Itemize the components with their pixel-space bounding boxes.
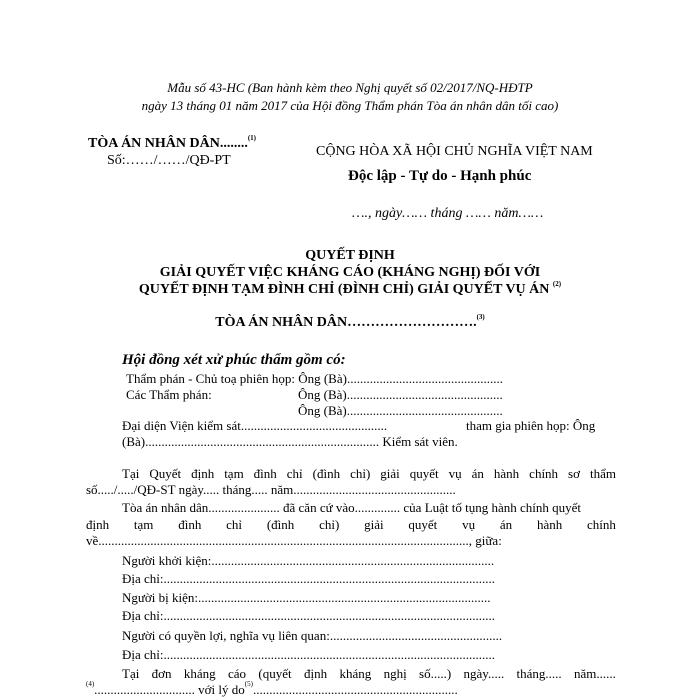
- word: chỉ): [319, 517, 340, 532]
- document-subtitle-line1: GIẢI QUYẾT VIỆC KHÁNG CÁO (KHÁNG NGHỊ) ĐỐI VỚI: [159, 265, 541, 280]
- paragraph-2-line2: [86, 517, 616, 533]
- word: Quyết: [149, 466, 182, 481]
- word: (đình: [312, 466, 341, 481]
- paragraph-1-line2: số...../...../QĐ-ST ngày..... tháng..... năm..................................................: [86, 482, 456, 497]
- word: số.....): [419, 666, 452, 681]
- word: (đình: [266, 517, 295, 532]
- word: đình: [253, 466, 277, 481]
- word: chính: [529, 466, 559, 481]
- word: định: [86, 517, 110, 532]
- word: chỉ: [226, 517, 243, 532]
- court-footnote-mark: (1): [247, 134, 257, 142]
- national-motto: Độc lập - Tự do - Hạnh phúc: [348, 168, 532, 184]
- defendant-address-line: Địa chỉ:......................................................................................................: [122, 608, 496, 623]
- word: sơ: [568, 466, 580, 481]
- word: định: [303, 666, 328, 681]
- form-reference-line1: Mẫu số 43-HC (Ban hành kèm theo Nghị quyết số 02/2017/NQ-HĐTP: [167, 80, 533, 95]
- place-date-line: …., ngày…… tháng …… năm……: [352, 206, 544, 221]
- word: tạm: [133, 517, 154, 532]
- related-party-address-line: Địa chỉ:......................................................................................................: [122, 647, 496, 662]
- document-subtitle-line2: [0, 282, 700, 298]
- plaintiff-address-line: Địa chỉ:......................................................................................................: [122, 571, 496, 586]
- procuracy-line2: (Bà)........................................................................ Kiểm sát viên.: [122, 434, 458, 449]
- procuracy-line-right: tham gia phiên họp: Ông: [466, 418, 596, 433]
- word: quyết: [408, 517, 438, 532]
- form-reference-line2: ngày 13 tháng 01 năm 2017 của Hội đồng Thẩm phán Tòa án nhân dân tối cao): [141, 98, 559, 113]
- word: thẩm: [589, 466, 616, 481]
- presiding-judge-line: Thẩm phán - Chủ toạ phiên họp: Ông (Bà)................................................: [126, 371, 503, 386]
- word: vụ: [462, 517, 476, 532]
- word: quyết: [409, 466, 439, 481]
- word: đình: [178, 517, 202, 532]
- court-name-text: TÒA ÁN NHÂN DÂN........: [88, 136, 248, 151]
- court-name-header: [88, 136, 256, 152]
- word: cáo: [228, 666, 247, 681]
- subtitle-footnote-mark: (2): [552, 280, 562, 288]
- paragraph-2-line3: về.................................................................................................................., giữa:: [86, 533, 502, 548]
- appeal-line2-text: ............................... với lý do: [94, 682, 245, 697]
- word: nghị: [383, 666, 407, 681]
- word: Tại: [122, 666, 140, 681]
- word: hành: [493, 466, 520, 481]
- document-subtitle-text: QUYẾT ĐỊNH TẠM ĐÌNH CHỈ (ĐÌNH CHỈ) GIẢI QUYẾT VỤ ÁN: [138, 282, 550, 297]
- word: hành: [536, 517, 563, 532]
- procuracy-line-left: Đại diện Viện kiểm sát.............................................: [122, 418, 388, 433]
- word: kháng: [183, 666, 216, 681]
- word: (quyết: [258, 666, 292, 681]
- word: án: [471, 466, 484, 481]
- paragraph-2-line1: Tòa án nhân dân...................... đã căn cứ vào.............. của Luật tố tụng hành chính quyết: [122, 500, 582, 515]
- judges-label: Các Thẩm phán:: [126, 387, 212, 402]
- decision-number: Số:……/……/QĐ-PT: [107, 153, 231, 168]
- word: tạm: [224, 466, 244, 481]
- nation-name: CỘNG HÒA XÃ HỘI CHỦ NGHĨA VIỆT NAM: [316, 144, 593, 159]
- appeal-footnote-mark-2: (5): [244, 680, 253, 688]
- appeal-line2-tail: ...............................................................: [252, 682, 458, 697]
- document-title: QUYẾT ĐỊNH: [305, 248, 395, 263]
- word: chỉ): [350, 466, 371, 481]
- word: kháng: [339, 666, 372, 681]
- issuing-court: [0, 315, 700, 331]
- issuing-court-text: TÒA ÁN NHÂN DÂN……………………….: [215, 315, 477, 330]
- appeal-line1: [122, 666, 616, 682]
- word: vụ: [448, 466, 462, 481]
- word: giải: [380, 466, 400, 481]
- word: chính: [587, 517, 616, 532]
- word: đơn: [151, 666, 172, 681]
- paragraph-1-line1: [122, 466, 616, 482]
- word: tháng.....: [516, 666, 562, 681]
- appeal-line2: [86, 682, 458, 698]
- judge-2-line: Ông (Bà)................................................: [298, 403, 503, 418]
- judge-1-line: Ông (Bà)................................................: [298, 387, 503, 402]
- word: chỉ: [286, 466, 303, 481]
- word: định: [191, 466, 215, 481]
- council-heading: Hội đồng xét xử phúc thẩm gồm có:: [122, 352, 346, 368]
- word: ngày.....: [463, 666, 505, 681]
- word: năm......: [574, 666, 616, 681]
- defendant-line: Người bị kiện:..........................................................................................: [122, 590, 491, 605]
- plaintiff-line: Người khởi kiện:.......................................................................................: [122, 553, 495, 568]
- word: Tại: [122, 466, 140, 481]
- word: án: [499, 517, 513, 532]
- appeal-footnote-mark: (4): [86, 680, 95, 688]
- word: giải: [364, 517, 384, 532]
- issuing-court-footnote-mark: (3): [476, 313, 485, 321]
- related-party-line: Người có quyền lợi, nghĩa vụ liên quan:.....................................................: [122, 628, 503, 643]
